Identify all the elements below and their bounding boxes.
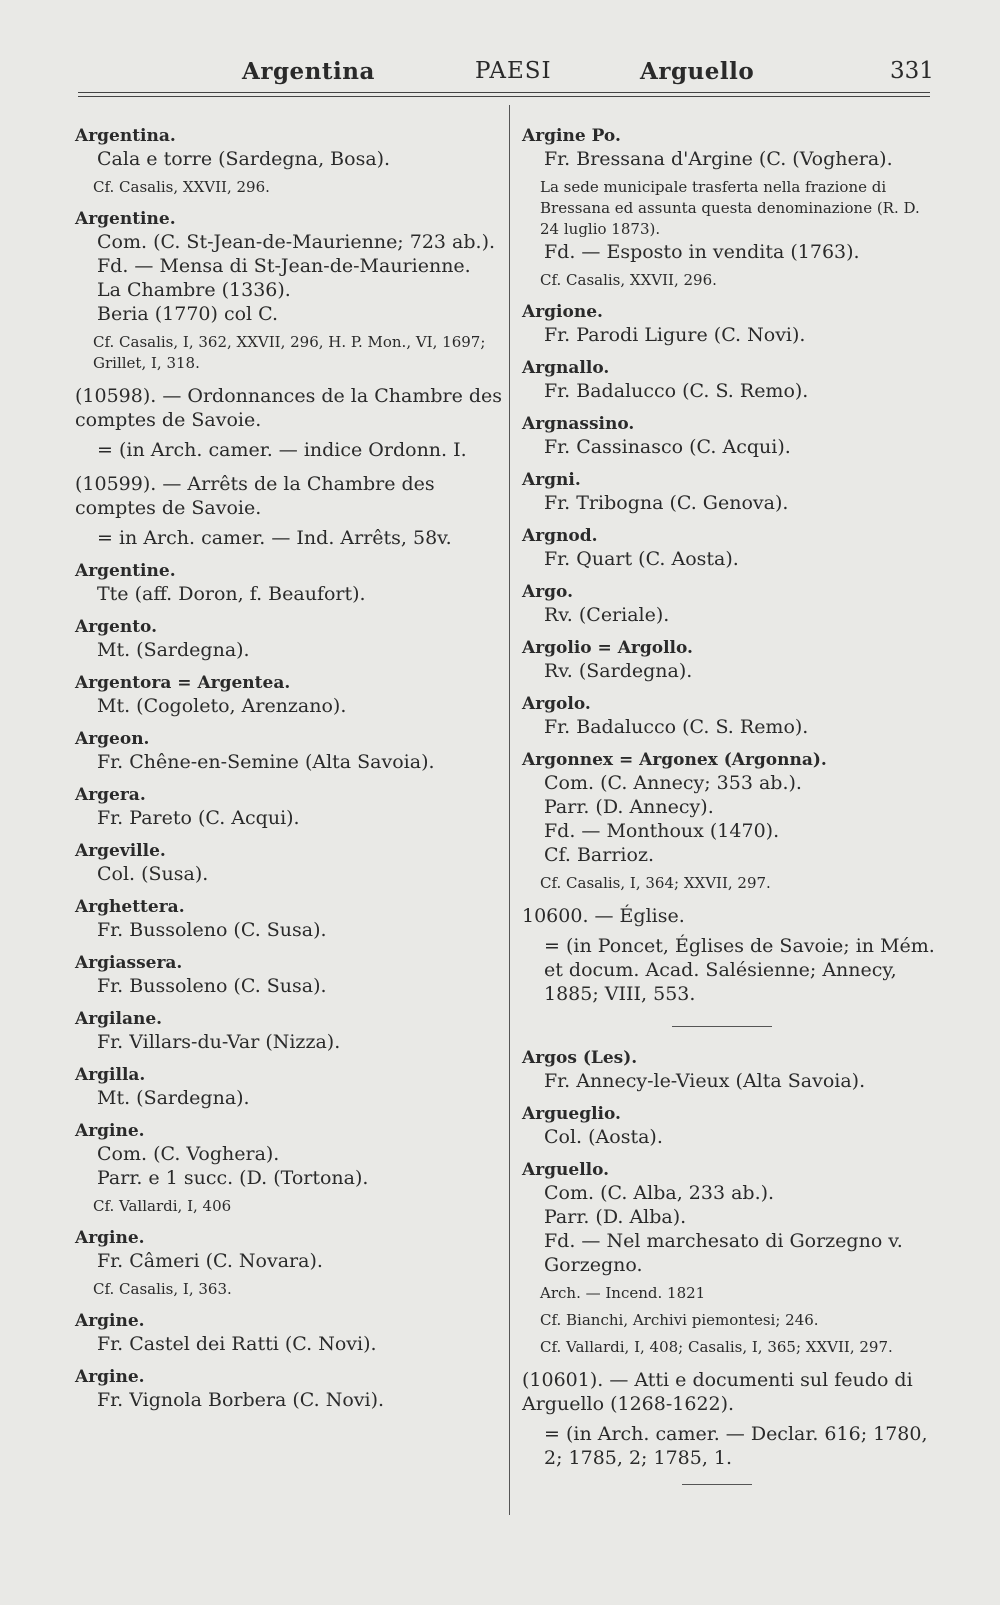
gazetteer-entry <box>75 1120 505 1217</box>
entry-title: Argine. <box>75 1121 145 1141</box>
entry-line: Fr. Câmeri (C. Novara). <box>97 1250 323 1272</box>
entry-title: Arghettera. <box>75 897 185 917</box>
entry-note: Cf. Casalis, I, 363. <box>93 1280 232 1298</box>
entry-line: Cala e torre (Sardegna, Bosa). <box>97 148 391 170</box>
entry-line: Tte (aff. Doron, f. Beaufort). <box>97 583 366 605</box>
entry-line: Fr. Badalucco (C. S. Remo). <box>544 716 809 738</box>
document-entry <box>522 904 937 1006</box>
entry-title: Argueglio. <box>522 1104 621 1124</box>
header-section: PAESI <box>475 58 552 84</box>
document-line: 10600. — Église. <box>522 905 685 927</box>
document-line: (10598). — Ordonnances de la Chambre des comptes de Savoie. <box>75 385 503 431</box>
entry-line: Mt. (Sardegna). <box>97 639 250 661</box>
entry-line: Fr. Annecy-le-Vieux (Alta Savoia). <box>544 1070 866 1092</box>
entry-title: Arguello. <box>522 1160 610 1180</box>
entry-line: Fd. — Nel marchesato di Gorzegno v. Gorzegno. <box>544 1230 903 1276</box>
entry-line: Parr. (D. Annecy). <box>544 796 714 818</box>
entry-note: Cf. Casalis, I, 362, XXVII, 296, H. P. Mon., VI, 1697; Grillet, I, 318. <box>93 333 486 372</box>
entry-line: Com. (C. Alba, 233 ab.). <box>544 1182 775 1204</box>
gazetteer-entry <box>75 672 505 718</box>
entry-line: Fr. Chêne-en-Semine (Alta Savoia). <box>97 751 435 773</box>
gazetteer-entry <box>522 749 937 894</box>
entry-line: Com. (C. Annecy; 353 ab.). <box>544 772 802 794</box>
document-line: = (in Poncet, Églises de Savoie; in Mém. et docum. Acad. Salésienne; Annecy, 1885; VIII, 553. <box>544 935 935 1005</box>
entry-title: Argentine. <box>75 561 176 581</box>
entry-line: Fr. Vignola Borbera (C. Novi). <box>97 1389 385 1411</box>
entry-title: Argilla. <box>75 1065 146 1085</box>
entry-title: Argnod. <box>522 526 598 546</box>
gazetteer-entry <box>522 581 937 627</box>
entry-title: Argentine. <box>75 209 176 229</box>
header-right-keyword: Arguello <box>640 58 755 85</box>
gazetteer-entry <box>75 952 505 998</box>
gazetteer-entry <box>75 1064 505 1110</box>
entry-title: Argos (Les). <box>522 1048 638 1068</box>
gazetteer-entry <box>75 1008 505 1054</box>
entry-title: Argentina. <box>75 126 176 146</box>
entry-line: Fd. — Esposto in vendita (1763). <box>544 241 860 263</box>
entry-line: Fr. Bressana d'Argine (C. (Voghera). <box>544 148 893 170</box>
document-entry <box>75 384 505 462</box>
gazetteer-entry <box>522 525 937 571</box>
entry-line: Fr. Pareto (C. Acqui). <box>97 807 300 829</box>
entry-title: Argeon. <box>75 729 150 749</box>
document-entry <box>75 472 505 550</box>
gazetteer-entry <box>75 896 505 942</box>
entry-line: Com. (C. Voghera). <box>97 1143 280 1165</box>
entry-line: Fd. — Mensa di St-Jean-de-Maurienne. <box>97 255 471 277</box>
entry-line: Fr. Parodi Ligure (C. Novi). <box>544 324 806 346</box>
entry-note: La sede municipale trasferta nella frazione di Bressana ed assunta questa denominazione (R. D. 24 luglio 1873). <box>540 178 920 238</box>
entry-title: Argera. <box>75 785 146 805</box>
document-line: (10601). — Atti e documenti sul feudo di Arguello (1268-1622). <box>522 1369 913 1415</box>
document-line: = (in Arch. camer. — Declar. 616; 1780, 2; 1785, 2; 1785, 1. <box>544 1423 928 1469</box>
section-separator <box>672 1026 772 1027</box>
entry-note: Cf. Bianchi, Archivi piemontesi; 246. <box>540 1311 819 1329</box>
document-line: = (in Arch. camer. — indice Ordonn. I. <box>97 439 467 461</box>
gazetteer-entry <box>75 208 505 374</box>
gazetteer-entry <box>522 301 937 347</box>
entry-title: Argolo. <box>522 694 591 714</box>
entry-title: Argiassera. <box>75 953 183 973</box>
entry-note: Cf. Vallardi, I, 408; Casalis, I, 365; XXVII, 297. <box>540 1338 893 1356</box>
gazetteer-entry <box>522 1103 937 1149</box>
gazetteer-entry <box>522 357 937 403</box>
column-divider <box>509 105 510 1515</box>
entry-line: Fr. Villars-du-Var (Nizza). <box>97 1031 341 1053</box>
entry-title: Argnassino. <box>522 414 635 434</box>
gazetteer-entry <box>75 616 505 662</box>
gazetteer-entry <box>75 560 505 606</box>
entry-line: Fr. Badalucco (C. S. Remo). <box>544 380 809 402</box>
entry-title: Argeville. <box>75 841 166 861</box>
gazetteer-entry <box>75 840 505 886</box>
gazetteer-entry <box>522 125 937 291</box>
entry-line: Rv. (Ceriale). <box>544 604 670 626</box>
entry-title: Argonnex = Argonex (Argonna). <box>522 750 827 770</box>
gazetteer-entry <box>75 1366 505 1412</box>
gazetteer-entry <box>522 413 937 459</box>
entry-line: Fr. Castel dei Ratti (C. Novi). <box>97 1333 377 1355</box>
entry-line: Col. (Susa). <box>97 863 209 885</box>
gazetteer-entry <box>75 125 505 198</box>
entry-title: Argnallo. <box>522 358 610 378</box>
entry-note: Cf. Casalis, I, 364; XXVII, 297. <box>540 874 771 892</box>
entry-title: Argione. <box>522 302 603 322</box>
entry-title: Argo. <box>522 582 573 602</box>
entry-line: Fr. Quart (C. Aosta). <box>544 548 739 570</box>
gazetteer-entry <box>522 1047 937 1093</box>
entry-line: Beria (1770) col C. <box>97 303 279 325</box>
document-line: = in Arch. camer. — Ind. Arrêts, 58v. <box>97 527 452 549</box>
entry-title: Argolio = Argollo. <box>522 638 693 658</box>
header-rule-double <box>78 96 930 97</box>
left-column <box>75 125 505 1422</box>
right-column <box>522 125 937 1485</box>
gazetteer-entry <box>75 784 505 830</box>
entry-line: Fr. Bussoleno (C. Susa). <box>97 975 327 997</box>
document-line: (10599). — Arrêts de la Chambre des comptes de Savoie. <box>75 473 435 519</box>
entry-line: Col. (Aosta). <box>544 1126 663 1148</box>
entry-line: Fr. Bussoleno (C. Susa). <box>97 919 327 941</box>
entry-line: Rv. (Sardegna). <box>544 660 693 682</box>
entry-note: Cf. Casalis, XXVII, 296. <box>540 271 717 289</box>
entry-title: Argine. <box>75 1228 145 1248</box>
entry-line: Fr. Tribogna (C. Genova). <box>544 492 789 514</box>
gazetteer-entry <box>75 1310 505 1356</box>
document-entry <box>522 1368 937 1470</box>
entry-line: Mt. (Cogoleto, Arenzano). <box>97 695 347 717</box>
entry-title: Argine Po. <box>522 126 621 146</box>
entry-title: Argni. <box>522 470 581 490</box>
gazetteer-entry <box>522 1159 937 1358</box>
entry-title: Argentora = Argentea. <box>75 673 291 693</box>
gazetteer-entry <box>522 637 937 683</box>
gazetteer-entry <box>75 728 505 774</box>
header-left-keyword: Argentina <box>242 58 375 85</box>
page-number: 331 <box>890 58 934 84</box>
entry-line: Com. (C. St-Jean-de-Maurienne; 723 ab.). <box>97 231 496 253</box>
entry-line: Parr. (D. Alba). <box>544 1206 687 1228</box>
entry-title: Argine. <box>75 1311 145 1331</box>
end-rule <box>682 1484 752 1485</box>
gazetteer-entry <box>522 469 937 515</box>
entry-line: La Chambre (1336). <box>97 279 291 301</box>
entry-note: Cf. Vallardi, I, 406 <box>93 1197 232 1215</box>
header-rule <box>78 92 930 93</box>
entry-title: Argilane. <box>75 1009 163 1029</box>
entry-line: Parr. e 1 succ. (D. (Tortona). <box>97 1167 369 1189</box>
gazetteer-entry <box>522 693 937 739</box>
entry-note: Cf. Casalis, XXVII, 296. <box>93 178 270 196</box>
entry-line: Cf. Barrioz. <box>544 844 654 866</box>
entry-title: Argine. <box>75 1367 145 1387</box>
entry-line: Mt. (Sardegna). <box>97 1087 250 1109</box>
entry-note: Arch. — Incend. 1821 <box>540 1284 706 1302</box>
entry-line: Fd. — Monthoux (1470). <box>544 820 780 842</box>
entry-title: Argento. <box>75 617 158 637</box>
entry-line: Fr. Cassinasco (C. Acqui). <box>544 436 791 458</box>
gazetteer-entry <box>75 1227 505 1300</box>
